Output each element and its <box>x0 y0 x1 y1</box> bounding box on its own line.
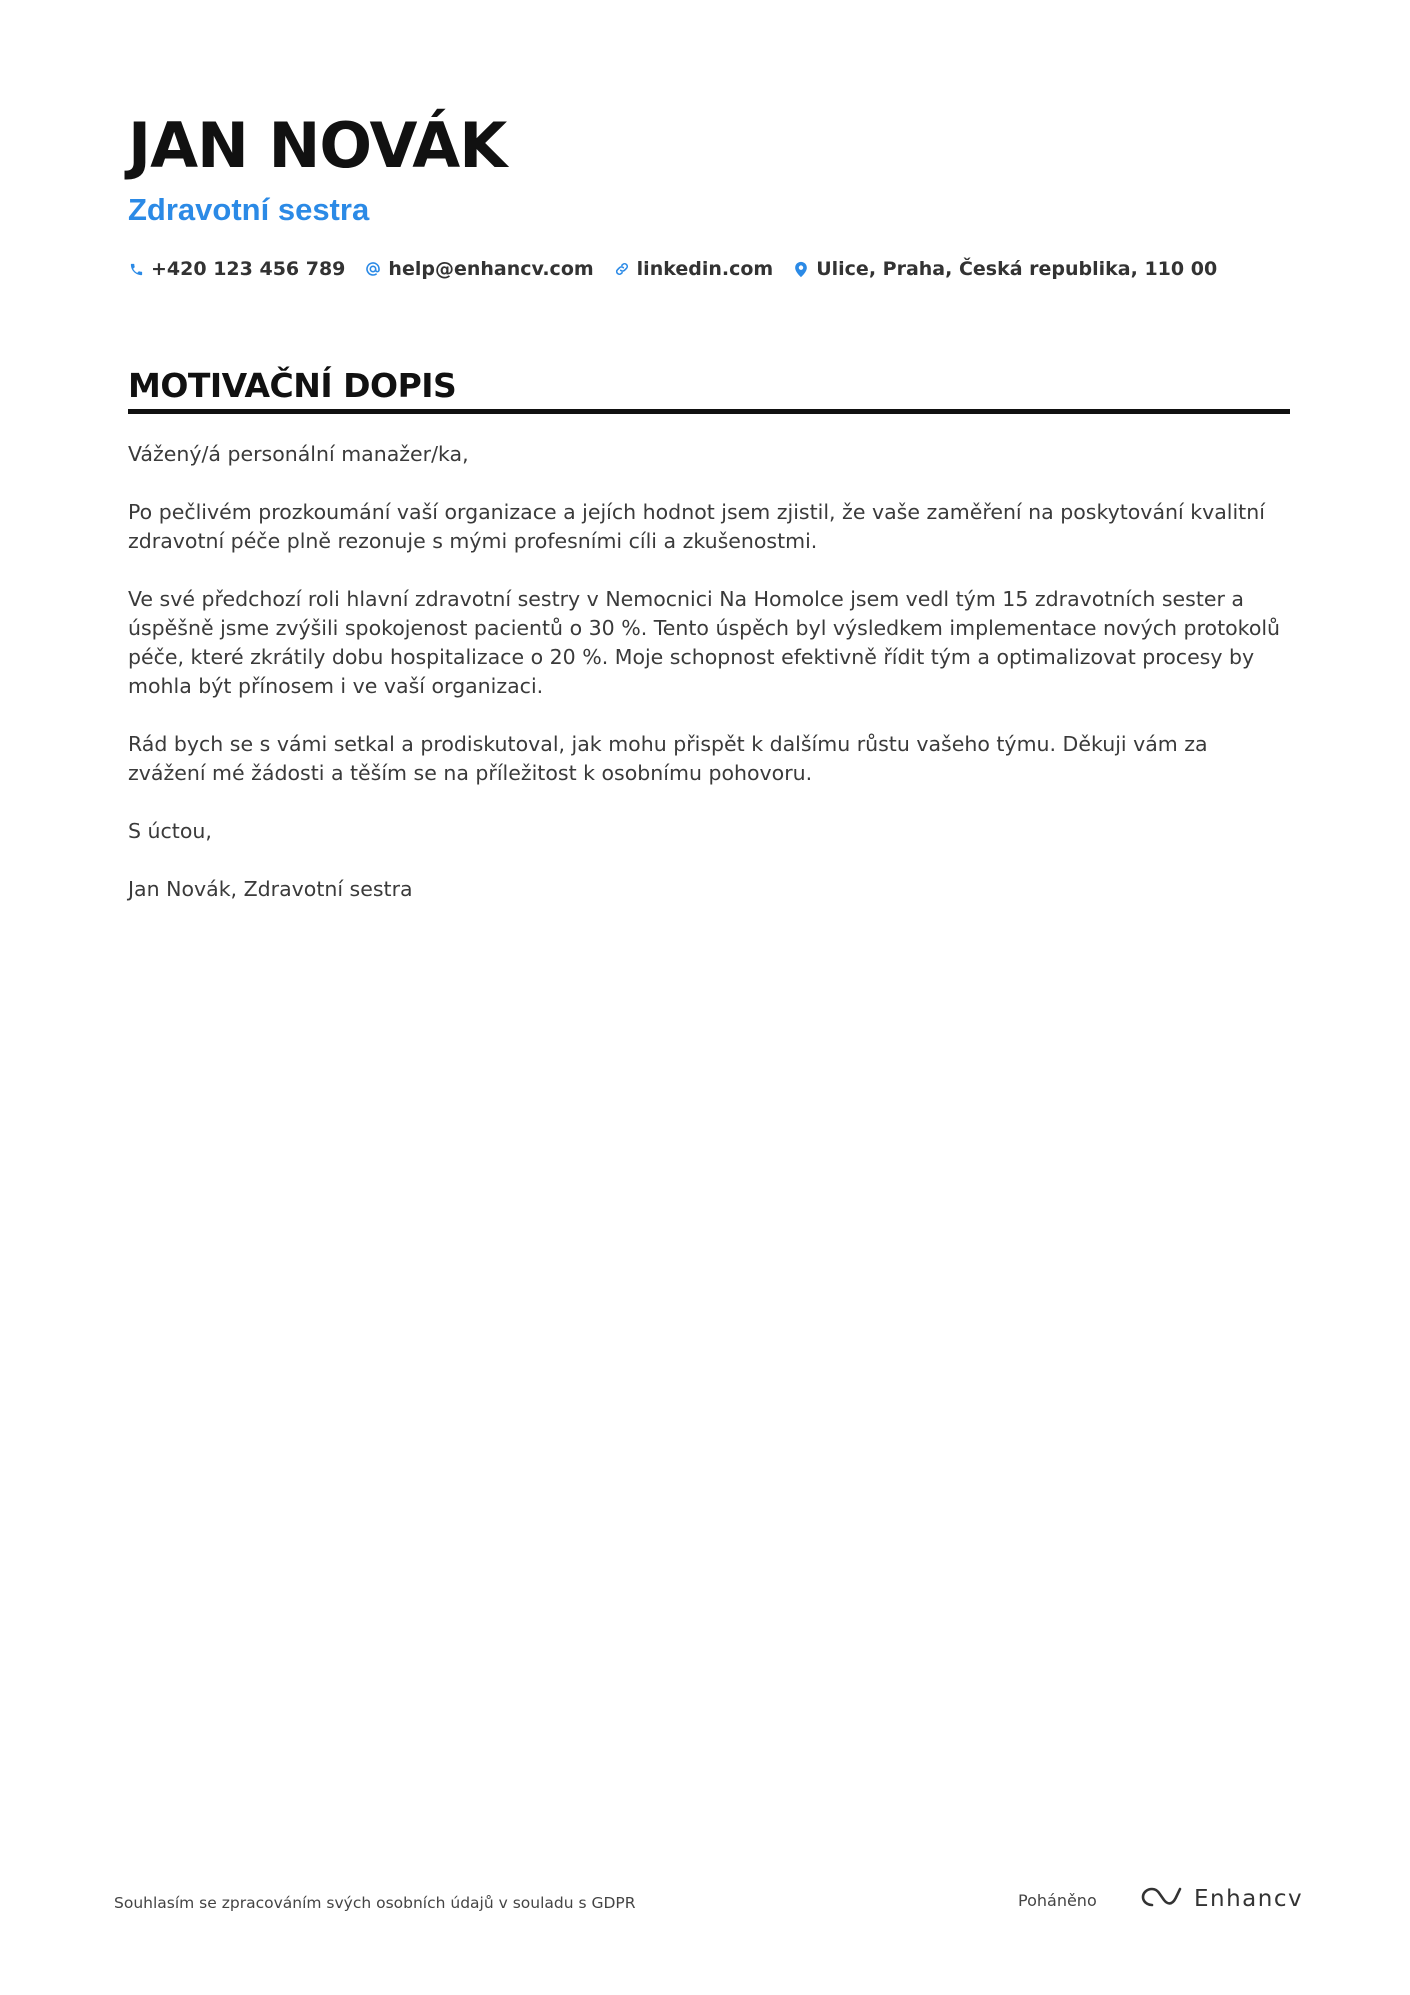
contact-bar <box>128 254 1217 284</box>
phone-number: +420 123 456 789 <box>151 258 346 280</box>
letter-signature: Jan Novák, Zdravotní sestra <box>128 877 413 901</box>
job-title: Zdravotní sestra <box>128 192 370 227</box>
letter-paragraph: Rád bych se s vámi setkal a prodiskutoval, jak mohu přispět k dalšímu růstu vašeho týmu. Děkuji vám za zvážení mé žádosti a těším se na příležitost k osobnímu pohovoru. <box>128 732 1208 785</box>
powered-by-label: Poháněno <box>1018 1891 1097 1910</box>
contact-address <box>793 258 1217 280</box>
section-divider <box>128 409 1290 414</box>
at-icon <box>365 260 381 278</box>
email-address[interactable]: help@enhancv.com <box>388 258 594 280</box>
contact-linkedin[interactable] <box>614 258 774 280</box>
phone-icon <box>128 260 144 278</box>
linkedin-url[interactable]: linkedin.com <box>636 258 774 280</box>
brand-name: Enhancv <box>1194 1886 1304 1912</box>
gdpr-consent: Souhlasím se zpracováním svých osobních údajů v souladu s GDPR <box>114 1894 636 1912</box>
enhancv-logo-icon <box>1138 1884 1184 1915</box>
section-title: MOTIVAČNÍ DOPIS <box>128 366 457 405</box>
letter-paragraph: Ve své předchozí roli hlavní zdravotní sestry v Nemocnici Na Homolce jsem vedl tým 15 zdravotních sester a úspěšně jsme zvýšili spokojenost pacientů o 30 %. Tento úspěch byl výsledkem implementace nových protokolů péče, které zkrátily dobu hospitalizace o 20 %. Moje schopnost efektivně řídit tým a optimalizovat procesy by mohla být přínosem i ve vaší organizaci. <box>128 587 1281 698</box>
letter-greeting: Vážený/á personální manažer/ka, <box>128 442 469 466</box>
postal-address: Ulice, Praha, Česká republika, 110 00 <box>816 258 1218 280</box>
letter-closing: S úctou, <box>128 819 212 843</box>
enhancv-brand[interactable] <box>1138 1882 1303 1916</box>
contact-phone <box>128 258 345 280</box>
letter-paragraph: Po pečlivém prozkoumání vaší organizace a jejích hodnot jsem zjistil, že vaše zaměření na poskytování kvalitní zdravotní péče plně rezonuje s mými profesními cíli a zkušenostmi. <box>128 500 1265 553</box>
applicant-name: JAN NOVÁK <box>128 109 507 182</box>
contact-email[interactable] <box>365 258 593 280</box>
link-icon <box>614 260 630 278</box>
letter-body <box>128 440 1290 933</box>
location-pin-icon <box>793 260 809 278</box>
